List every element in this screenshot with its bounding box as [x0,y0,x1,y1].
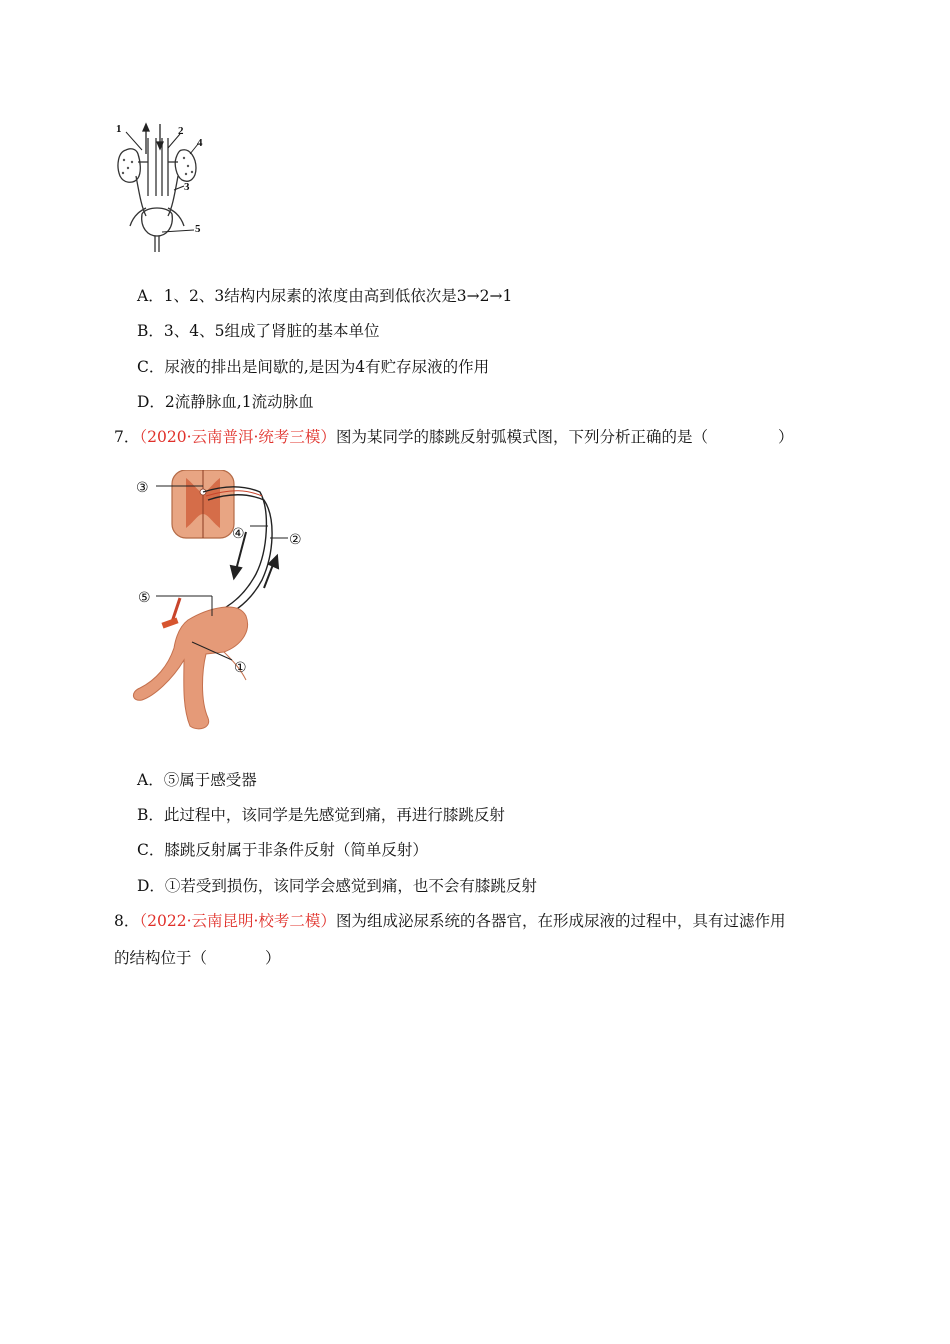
question-stem: 图为某同学的膝跳反射弧模式图，下列分析正确的是（ [335,428,708,446]
question-stem-line2: 的结构位于（ [114,949,208,967]
q6-option-a: A．1、2、3结构内尿素的浓度由高到低依次是3→2→1 [137,287,513,305]
label-circled-5: ⑤ [138,590,151,606]
label-circled-4: ④ [232,526,245,542]
question-close: ） [777,428,794,446]
q7-option-d: D．①若受到损伤，该同学会感觉到痛，也不会有膝跳反射 [137,877,537,895]
label-2: 2 [178,125,184,137]
q6-option-d: D．2流静脉血,1流动脉血 [137,393,314,411]
question-number: 8． [114,912,140,930]
question-stem: 图为组成泌尿系统的各器官，在形成尿液的过程中，具有过滤作用 [335,912,786,930]
knee-reflex-figure [128,470,318,735]
q7-option-a: A．⑤属于感受器 [137,771,257,789]
label-4: 4 [197,137,203,149]
question-7 [114,427,793,447]
q7-option-b: B．此过程中，该同学是先感觉到痛，再进行膝跳反射 [137,806,505,824]
question-close: ） [265,949,281,967]
label-3: 3 [184,181,190,193]
question-number: 7． [114,428,140,446]
question-source: （2022·云南昆明·校考二模） [139,912,336,930]
label-circled-3: ③ [136,480,149,496]
q6-option-b: B．3、4、5组成了肾脏的基本单位 [137,322,380,340]
question-8-line2 [114,948,281,968]
q7-option-c: C．膝跳反射属于非条件反射（简单反射） [137,841,428,859]
question-8 [114,911,785,931]
urinary-system-figure [112,118,212,253]
label-circled-2: ② [289,532,302,548]
question-source: （2020·云南普洱·统考三模） [139,428,336,446]
label-5: 5 [195,223,201,235]
label-1: 1 [116,123,122,135]
q6-option-c: C．尿液的排出是间歇的,是因为4有贮存尿液的作用 [137,358,490,376]
label-circled-1: ① [234,660,247,676]
